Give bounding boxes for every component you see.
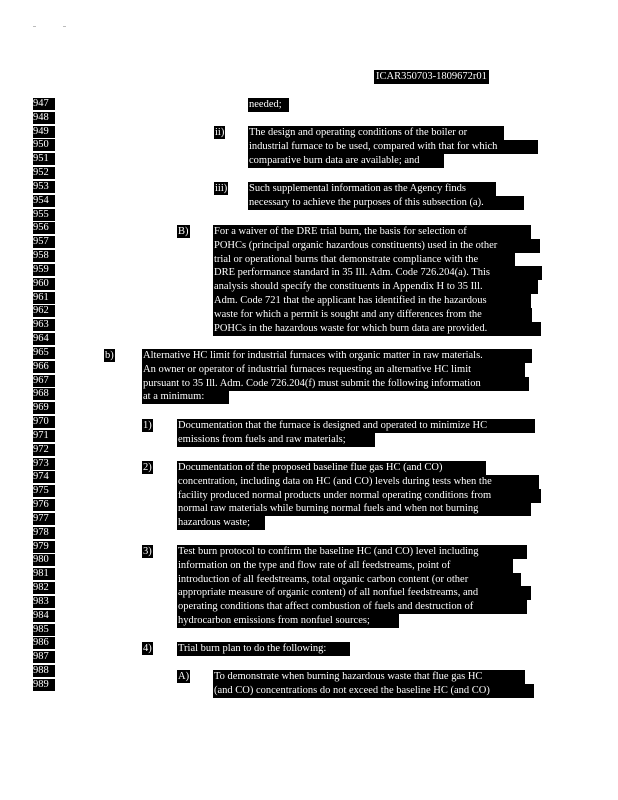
text-line: hydrocarbon emissions from nonfuel sources; — [177, 614, 399, 628]
line-number: 970 — [33, 416, 55, 428]
line-number: 987 — [33, 651, 55, 663]
item-label-2: 2) — [143, 462, 152, 473]
line-number: 957 — [33, 236, 55, 248]
line-number: 958 — [33, 250, 55, 262]
text-line: at a minimum: — [142, 390, 229, 404]
line-number: 969 — [33, 402, 55, 414]
item-label-ii: ii) — [215, 127, 225, 138]
text-line: An owner or operator of industrial furnaces requesting an alternative HC limit — [142, 363, 525, 377]
line-number: 982 — [33, 582, 55, 594]
item-label-iii: iii) — [215, 183, 228, 194]
line-number: 962 — [33, 305, 55, 317]
text-line: DRE performance standard in 35 Ill. Adm. Code 726.204(a). This — [213, 266, 542, 280]
line-number: 967 — [33, 375, 55, 387]
text-line: Documentation that the furnace is designed and operated to minimize HC — [177, 419, 535, 433]
text-line: Such supplemental information as the Agency finds — [248, 182, 496, 196]
line-number: 959 — [33, 264, 55, 276]
item-label-B: B) — [178, 226, 189, 237]
text-line: normal raw materials while burning normal fuels and when not burning — [177, 502, 531, 516]
text-line: trial or operational burns that demonstrate compliance with the — [213, 253, 515, 267]
line-number: 974 — [33, 471, 55, 483]
text-line: Adm. Code 721 that the applicant has identified in the hazardous — [213, 294, 531, 308]
item-label-1: 1) — [143, 420, 152, 431]
text-line: facility produced normal products under normal operating conditions from — [177, 489, 541, 503]
text-line: needed; — [248, 98, 289, 112]
text-line: Alternative HC limit for industrial furnaces with organic matter in raw materials. — [142, 349, 532, 363]
line-number: 985 — [33, 624, 55, 636]
line-number: 948 — [33, 112, 55, 124]
text-line: emissions from fuels and raw materials; — [177, 433, 375, 447]
text-line: waste for which a permit is sought and any differences from the — [213, 308, 532, 322]
text-line: comparative burn data are available; and — [248, 154, 444, 168]
line-number: 955 — [33, 209, 55, 221]
text-line: pursuant to 35 Ill. Adm. Code 726.204(f) must submit the following information — [142, 377, 529, 391]
line-number: 984 — [33, 610, 55, 622]
text-line: Documentation of the proposed baseline flue gas HC (and CO) — [177, 461, 486, 475]
item-label-A: A) — [178, 671, 190, 682]
line-number: 965 — [33, 347, 55, 359]
line-number: 972 — [33, 444, 55, 456]
text-line: Test burn protocol to confirm the baseline HC (and CO) level including — [177, 545, 527, 559]
text-line: (and CO) concentrations do not exceed the baseline HC (and CO) — [213, 684, 534, 698]
line-number: 951 — [33, 153, 55, 165]
line-number: 960 — [33, 278, 55, 290]
item-label-3: 3) — [143, 546, 152, 557]
line-number: 966 — [33, 361, 55, 373]
line-number: 975 — [33, 485, 55, 497]
line-number: 981 — [33, 568, 55, 580]
line-number: 976 — [33, 499, 55, 511]
text-line: POHCs (principal organic hazardous constituents) used in the other — [213, 239, 540, 253]
scan-speck — [33, 26, 36, 27]
item-label-b: b) — [105, 350, 114, 361]
line-number: 968 — [33, 388, 55, 400]
text-line: The design and operating conditions of the boiler or — [248, 126, 504, 140]
line-number: 964 — [33, 333, 55, 345]
text-line: necessary to achieve the purposes of this subsection (a). — [248, 196, 524, 210]
line-number: 986 — [33, 637, 55, 649]
scan-speck — [63, 26, 66, 27]
text-line: introduction of all feedstreams, total organic carbon content (or other — [177, 573, 521, 587]
document-header-id: ICAR350703-1809672r01 — [376, 71, 487, 82]
line-number: 989 — [33, 679, 55, 691]
line-number: 963 — [33, 319, 55, 331]
line-number: 952 — [33, 167, 55, 179]
line-number: 983 — [33, 596, 55, 608]
line-number: 956 — [33, 222, 55, 234]
text-line: analysis should specify the constituents in Appendix H to 35 Ill. — [213, 280, 538, 294]
text-line: hazardous waste; — [177, 516, 265, 530]
line-number: 961 — [33, 292, 55, 304]
item-label-4: 4) — [143, 643, 152, 654]
text-line: industrial furnace to be used, compared with that for which — [248, 140, 538, 154]
text-line: For a waiver of the DRE trial burn, the basis for selection of — [213, 225, 531, 239]
text-line: operating conditions that affect combustion of fuels and destruction of — [177, 600, 527, 614]
text-line: POHCs in the hazardous waste for which burn data are provided. — [213, 322, 541, 336]
text-line: concentration, including data on HC (and CO) levels during tests when the — [177, 475, 539, 489]
line-number: 979 — [33, 541, 55, 553]
line-number: 949 — [33, 126, 55, 138]
line-number: 953 — [33, 181, 55, 193]
text-line: appropriate measure of organic content) of all nonfuel feedstreams, and — [177, 586, 531, 600]
text-line: To demonstrate when burning hazardous waste that flue gas HC — [213, 670, 525, 684]
line-number: 947 — [33, 98, 55, 110]
line-number: 954 — [33, 195, 55, 207]
line-number: 980 — [33, 554, 55, 566]
line-number: 978 — [33, 527, 55, 539]
line-number: 973 — [33, 458, 55, 470]
text-line: information on the type and flow rate of all feedstreams, point of — [177, 559, 513, 573]
line-number: 971 — [33, 430, 55, 442]
line-number: 950 — [33, 139, 55, 151]
text-line: Trial burn plan to do the following: — [177, 642, 350, 656]
line-number: 988 — [33, 665, 55, 677]
line-number: 977 — [33, 513, 55, 525]
